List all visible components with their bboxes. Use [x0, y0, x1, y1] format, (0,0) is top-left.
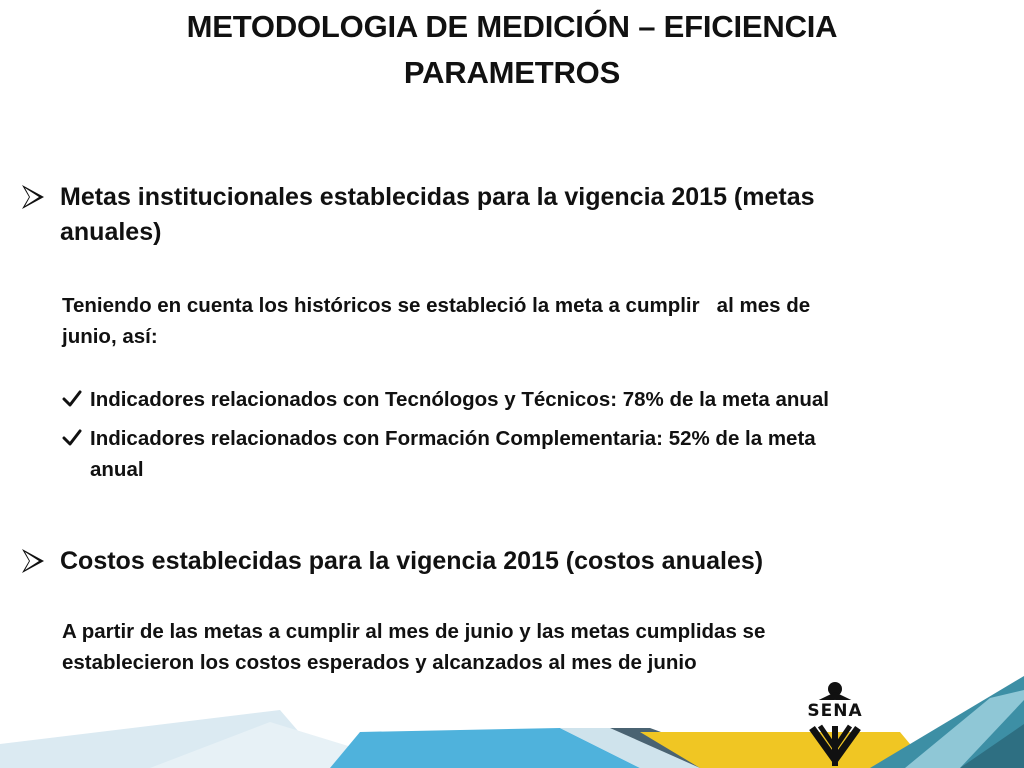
check-item-1: [62, 384, 972, 415]
section-2-heading-text: Costos establecidas para la vigencia 2015 (costos anuales): [60, 547, 764, 575]
slide-title-line-2: PARAMETROS: [403, 55, 621, 90]
check-item-2-line-1: Indicadores relacionados con Formación Complementaria: 52% de la meta: [90, 427, 816, 450]
sena-logo: [796, 680, 874, 768]
section-1-heading-line-1: Metas institucionales establecidas para la vigencia 2015 (metas: [60, 183, 815, 211]
checkmark-icon: [62, 428, 82, 448]
section-1-paragraph-line-1: Teniendo en cuenta los históricos se estableció la meta a cumplir al mes de: [62, 294, 811, 317]
section-1-paragraph-line-2: junio, así:: [62, 325, 158, 348]
section-1-heading-line-2: anuales): [60, 218, 162, 246]
sena-logo-icon: [796, 680, 874, 768]
checkmark-icon: [62, 389, 82, 409]
section-2-paragraph-line-1: A partir de las metas a cumplir al mes de junio y las metas cumplidas se: [62, 620, 766, 643]
arrow-bullet-icon: [22, 185, 44, 209]
section-1-heading: [22, 180, 982, 250]
check-item-2-line-2: anual: [90, 458, 144, 481]
sena-logo-text: SENA: [796, 700, 874, 722]
section-1-paragraph: [62, 290, 972, 352]
check-item-2: [62, 423, 972, 485]
slide-title-line-1: METODOLOGIA DE MEDICIÓN – EFICIENCIA: [186, 9, 838, 44]
slide-title: [0, 4, 1024, 96]
section-2-heading: [22, 544, 982, 579]
section-2-paragraph-line-2: establecieron los costos esperados y alcanzados al mes de junio: [62, 651, 697, 674]
arrow-bullet-icon: [22, 549, 44, 573]
check-item-1-text: Indicadores relacionados con Tecnólogos y Técnicos: 78% de la meta anual: [90, 388, 829, 411]
